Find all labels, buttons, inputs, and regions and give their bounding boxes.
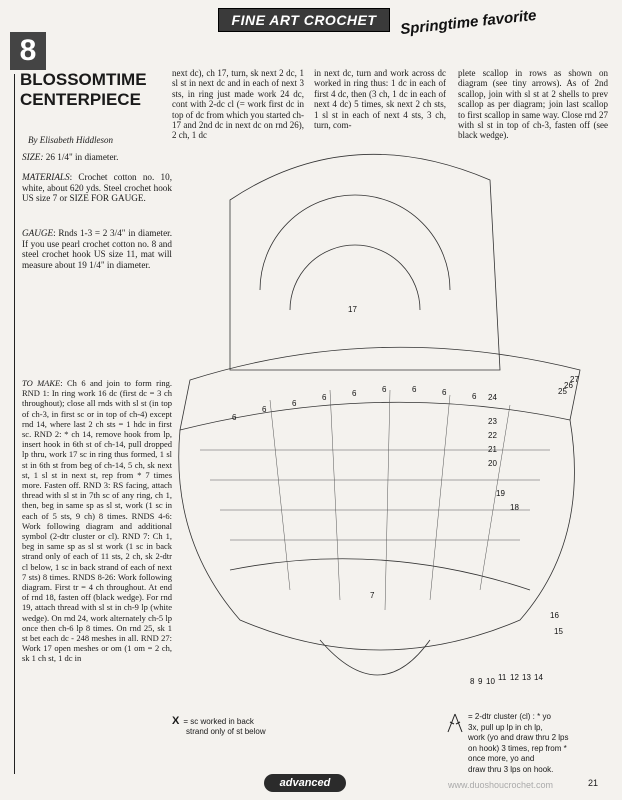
pattern-title bbox=[20, 70, 170, 110]
pattern-number-badge: 8 bbox=[10, 32, 46, 70]
round-label-6f: 6 bbox=[382, 385, 387, 394]
round-label-8: 8 bbox=[470, 677, 475, 686]
round-label-23: 23 bbox=[488, 417, 497, 426]
legend-cluster bbox=[468, 712, 598, 775]
round-label-6b: 6 bbox=[262, 405, 267, 414]
gauge-text: : Rnds 1-3 = 2 3/4" in diameter. If you use pearl crochet cotton no. 8 and steel crochet hook US size 11, mat will measure about 19 1/4" in diameter. bbox=[22, 228, 172, 270]
legend-x-line-2: strand only of st below bbox=[186, 727, 266, 736]
legend-x bbox=[172, 716, 266, 737]
diagram-upper-outline bbox=[230, 154, 500, 370]
diagram-lower-band bbox=[230, 559, 530, 590]
round-label-20: 20 bbox=[488, 459, 497, 468]
diagram-lower-outline bbox=[179, 420, 575, 650]
to-make-label: TO MAKE bbox=[22, 378, 61, 388]
round-label-6i: 6 bbox=[472, 392, 477, 401]
round-label-6e: 6 bbox=[352, 389, 357, 398]
page-number: 21 bbox=[588, 778, 599, 788]
legend-x-line-1: = sc worked in back bbox=[183, 717, 254, 726]
title-line-2: CENTERPIECE bbox=[20, 90, 141, 109]
to-make-text: : Ch 6 and join to form ring. RND 1: In ring work 16 dc (first dc = 3 ch throughout); close all rnds with sl st (in top of ch-3, in first sc or in top of ch-4) except rnd 14, where last 2 ch sts = 1 hdc in first sc. RND 2: * ch 14, remove hook from lp, insert hook in 6th st of ch-14, pull dropped lp thru, work 17 sc in ring thus formed, 1 sl st in 6th st from beg of ch-14, 5 ch, sk next st, 1 sl st in next st, rep from * 7 times more. Fasten off. RND 3: RS facing, attach thread with sl st in 7th sc of any ring, ch 1, then, beg in same sp as sl st, work (1 sc in each of 5 sts, 9 ch) 8 times. RNDS 4-6: Work following diagram and additional symbol (2-dtr cluster or cl). RND 7: Ch 1, beg in same sp as sl st work (1 sc in back strand only of each of 11 sts, 2 ch, sk 2-dtr cl below, 1 sc in back strand of each of next 7 sts) 8 times. RNDS 8-26: Work following diagram. First tr = 4 ch throughout. At end of rnd 18, fasten off (black wedge). For rnd 19, attach thread with sl st in ch-9 lp (white wedge). On rnd 24, work alternately ch-5 lp once then ch-6 lp 8 times. On rnd 25, sk 1 st bet each dc - 248 meshes in all. RND 27: Work 17 open meshes or om (1 om = 2 ch, sk 1 ch st, 1 dc in bbox=[22, 378, 172, 664]
round-label-6c: 6 bbox=[292, 399, 297, 408]
round-label-18: 18 bbox=[510, 503, 519, 512]
size-paragraph bbox=[22, 152, 172, 163]
legend-cluster-line-2: 3x, pull up lp in ch lp, bbox=[468, 722, 543, 732]
round-label-10: 10 bbox=[486, 677, 495, 686]
round-label-21: 21 bbox=[488, 445, 497, 454]
magazine-banner bbox=[218, 8, 390, 32]
diagram-band bbox=[180, 347, 580, 430]
diagram-inner-arc bbox=[260, 195, 450, 290]
byline: By Elisabeth Hiddleson bbox=[28, 135, 113, 145]
section-subtitle: Springtime favorite bbox=[399, 6, 538, 39]
round-label-16: 16 bbox=[550, 611, 559, 620]
legend-cluster-line-4: on hook) 3 times, rep from * bbox=[468, 743, 567, 753]
gauge-paragraph bbox=[22, 228, 172, 270]
column-3-text: in next dc, turn and work across dc worked in ring thus: 1 dc in each of first 4 dc, then (3 ch, 1 dc in each of next 4 dc) 5 times, sk next 2 ch sts, 1 sl st in each of next 4 sts, 3 ch, turn, com- bbox=[314, 68, 446, 131]
diagram-center-arc bbox=[290, 245, 420, 310]
round-label-7: 7 bbox=[370, 591, 375, 600]
difficulty-text: advanced bbox=[279, 777, 331, 789]
round-label-25: 25 bbox=[558, 387, 567, 396]
legend-cluster-line-5: once more, yo and bbox=[468, 754, 535, 763]
title-line-1: BLOSSOMTIME bbox=[20, 70, 147, 89]
round-label-12: 12 bbox=[510, 673, 519, 682]
round-label-24: 24 bbox=[488, 393, 497, 402]
crochet-diagram bbox=[170, 120, 610, 710]
round-label-6h: 6 bbox=[442, 388, 447, 397]
column-2-text: next dc), ch 17, turn, sk next 2 dc, 1 sl st in next dc and in each of next 3 sts, in ring just made work 24 dc, cont with 2-dc cl (= work first dc in top of dc from which you started ch-17 and 2nd dc in next dc on rnd 26), 2 ch, 1 dc bbox=[172, 68, 304, 141]
round-label-15: 15 bbox=[554, 627, 563, 636]
size-text: 26 1/4" in diameter. bbox=[45, 152, 119, 162]
materials-text: : Crochet cotton no. 10, white, about 620 yds. Steel crochet hook US size 7 or SIZE FOR GAUGE. bbox=[22, 172, 172, 204]
round-label-22: 22 bbox=[488, 431, 497, 440]
gauge-label: GAUGE bbox=[22, 228, 54, 238]
round-label-17: 17 bbox=[348, 305, 357, 314]
diagram-radial-lines bbox=[270, 390, 510, 610]
size-label: SIZE: bbox=[22, 152, 44, 162]
round-label-9: 9 bbox=[478, 677, 483, 686]
round-label-27: 27 bbox=[570, 375, 579, 384]
legend-cluster-line-1: = 2-dtr cluster (cl) : * yo bbox=[468, 712, 551, 721]
materials-paragraph bbox=[22, 172, 172, 204]
left-rule bbox=[14, 74, 15, 774]
round-label-6a: 6 bbox=[232, 413, 237, 422]
round-label-6d: 6 bbox=[322, 393, 327, 402]
legend-x-symbol: X bbox=[172, 715, 180, 727]
legend-cluster-line-3: work (yo and draw thru 2 lps bbox=[468, 733, 569, 742]
round-label-13: 13 bbox=[522, 673, 531, 682]
legend-cluster-line-6: draw thru 3 lps on hook. bbox=[468, 764, 554, 774]
watermark: www.duoshoucrochet.com bbox=[448, 780, 554, 790]
column-4-text: plete scallop in rows as shown on diagram (see tiny arrows). As of 2nd scallop, join with sl st at 2 shells to prev scallop as per diagram; join last scallop to first scallop in same way. Close rnd 27 with sl st in top of ch-3, fasten off (see black wedge). bbox=[458, 68, 608, 141]
round-label-11: 11 bbox=[498, 673, 507, 682]
materials-label: MATERIALS bbox=[22, 172, 70, 182]
to-make-paragraph bbox=[22, 378, 172, 664]
round-label-6g: 6 bbox=[412, 385, 417, 394]
cluster-symbol-icon bbox=[446, 712, 464, 734]
round-label-19: 19 bbox=[496, 489, 505, 498]
banner-text: FINE ART CROCHET bbox=[231, 12, 377, 28]
difficulty-badge bbox=[264, 774, 346, 792]
diagram-bottom-scallop bbox=[320, 640, 430, 675]
round-label-26: 26 bbox=[564, 381, 573, 390]
round-label-14: 14 bbox=[534, 673, 543, 682]
